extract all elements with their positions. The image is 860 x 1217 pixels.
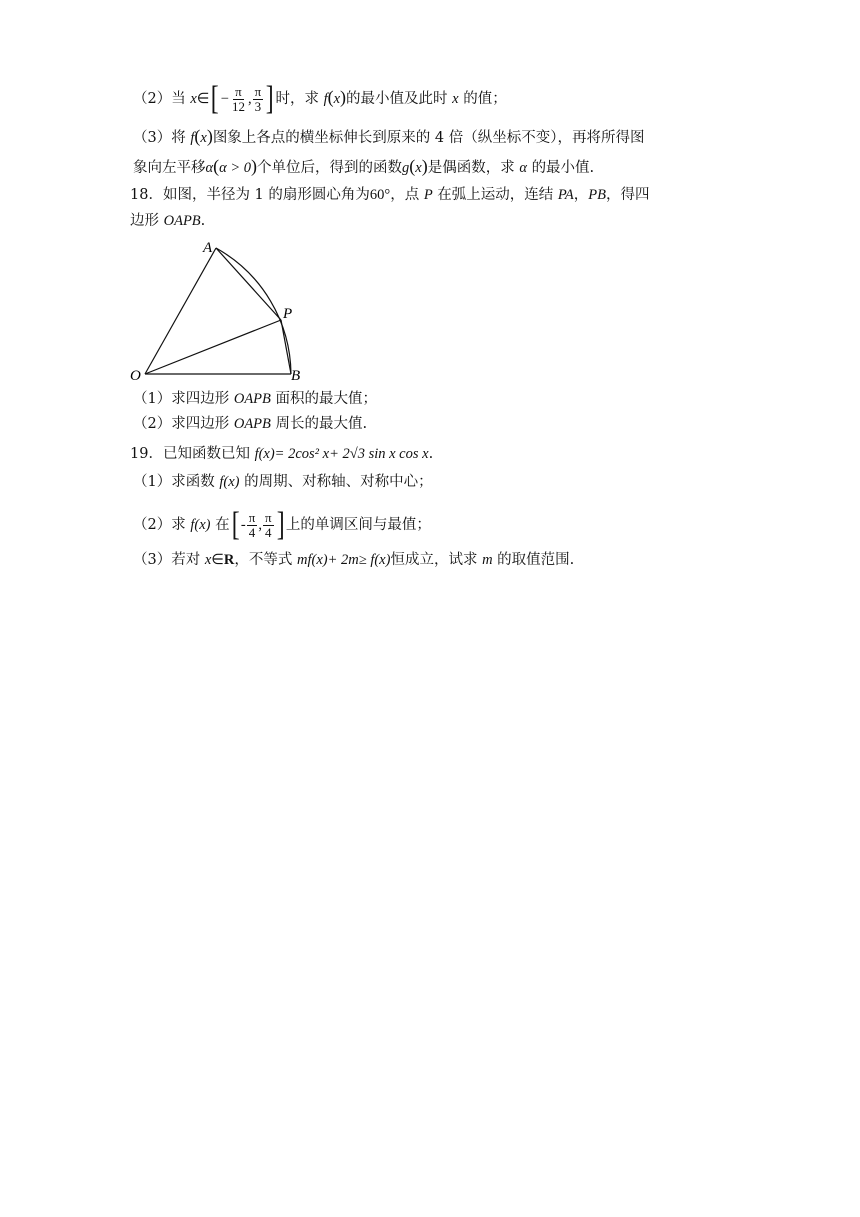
- q17-part3-line1: （3）将 f(x)图象上各点的横坐标伸长到原来的 4 倍（纵坐标不变），再将所得图: [133, 126, 645, 146]
- q19-part1: （1）求函数 f(x) 的周期、对称轴、对称中心；: [133, 474, 433, 490]
- label-B: B: [291, 368, 301, 384]
- sector-figure: [128, 238, 318, 386]
- fraction-pi-4: $\frac{\pi}{4}$: [264, 509, 272, 540]
- segment-PB: [281, 320, 291, 374]
- fraction-pi-3: $\frac{\pi}{3}$: [254, 83, 262, 114]
- q17-part2: （2）当 x∈[ − $\frac{\pi}{12}$ , $\frac{\pi}{3}$ ] 时，求 f(x)的最小值及此时 x 的值；: [133, 80, 507, 117]
- label-O: O: [130, 368, 141, 384]
- segment-OP: [145, 320, 281, 374]
- q17-part3-line2: 象向左平移α(α > 0)个单位后，得到的函数g(x)是偶函数，求 α 的最小值.: [133, 156, 595, 176]
- q18-part2: （2）求四边形 OAPB 周长的最大值.: [133, 416, 368, 432]
- fraction-pi-12: $\frac{\pi}{12}$: [231, 83, 245, 114]
- q19-stem: 19．已知函数已知 f(x)= 2cos² x+ 2√3 sin x cos x.: [130, 446, 434, 462]
- fraction-pi-4-neg: $\frac{\pi}{4}$: [248, 509, 256, 540]
- label-A: A: [203, 240, 213, 256]
- q18-stem-line2: 边形 OAPB.: [130, 213, 206, 229]
- q19-part2: （2）求 f(x) 在[ - $\frac{\pi}{4}$ , $\frac{\pi}{4}$ ] 上的单调区间与最值；: [133, 506, 431, 543]
- q18-part1: （1）求四边形 OAPB 面积的最大值；: [133, 391, 377, 407]
- q18-stem-line1: 18．如图，半径为 1 的扇形圆心角为60°，点 P 在弧上运动，连结 PA，PB，得四: [130, 187, 650, 203]
- label-P: P: [283, 306, 293, 322]
- segment-OA: [145, 248, 216, 374]
- q19-part3: （3）若对 x∈R，不等式 mf(x)+ 2m≥ f(x)恒成立，试求 m 的取值范围.: [133, 552, 575, 568]
- segment-PA: [216, 248, 281, 320]
- arc-AB: [216, 248, 291, 374]
